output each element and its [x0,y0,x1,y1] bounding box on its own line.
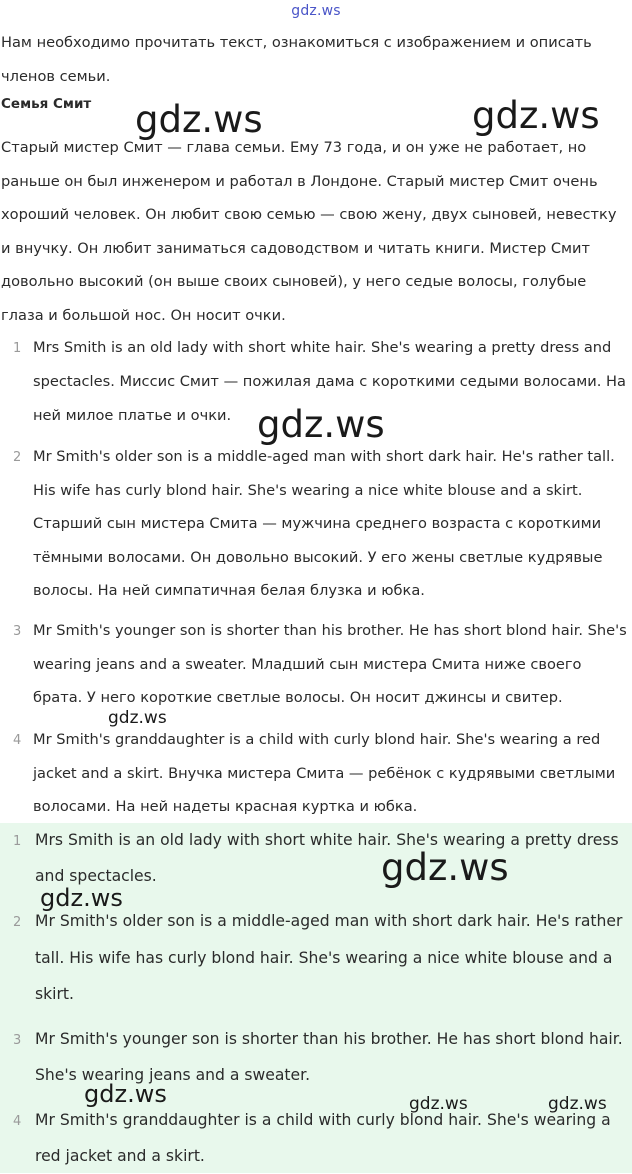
section-heading: Семья Смит [1,96,92,112]
watermark: gdz.ws [409,1094,468,1114]
top-watermark-link[interactable]: gdz.ws [291,3,341,19]
watermark: gdz.ws [40,884,123,912]
watermark: gdz.ws [84,1080,167,1108]
answer-number: 3 [13,1033,22,1048]
answer-number: 1 [13,834,22,849]
item-number: 2 [13,450,22,465]
item-number: 1 [13,341,22,356]
answer-number: 2 [13,915,22,930]
story-text: Старый мистер Смит — глава семьи. Ему 73 года, и он уже не работает, но раньше он был инженером и работал в Лондоне. Старый мистер Смит очень хороший человек. Он любит свою семью — свою жену, двух сыновей, невестку и внучку. Он любит заниматься садоводством и читать книги. Мистер Смит довольно высокий (он выше своих сыновей), у него седые волосы, голубые глаза и большой нос. Он носит очки. [1,139,617,324]
intro-text: Нам необходимо прочитать текст, ознакомиться с изображением и описать членов семьи. [1,34,592,85]
item-text: Mr Smith's granddaughter is a child with curly blond hair. She's wearing a red jacket and a skirt. Внучка мистера Смита — ребёнок с кудрявыми светлыми волосами. На ней надеты красная куртка и юбка. [33,731,616,815]
answer-text: Mrs Smith is an old lady with short white hair. She's wearing a pretty dress and spectacles. [35,831,619,885]
item-text: Mr Smith's older son is a middle-aged man with short dark hair. He's rather tall. His wife has curly blond hair. She's wearing a nice white blouse and a skirt. Старший сын мистера Смита — мужчина среднего возраста с короткими тёмными волосами. Он довольно высокий. У его жены светлые кудрявые волосы. На ней симпатичная белая блузка и юбка. [33,448,615,599]
answer-text: Mr Smith's older son is a middle-aged man with short dark hair. He's rather tall. His wife has curly blond hair. She's wearing a nice white blouse and a skirt. [35,912,623,1003]
watermark: gdz.ws [108,708,167,728]
item-text: Mr Smith's younger son is shorter than his brother. He has short blond hair. She's wearing jeans and a sweater. Младший сын мистера Смита ниже своего брата. У него короткие светлые волосы. Он носит джинсы и свитер. [33,622,627,706]
watermark: gdz.ws [257,403,385,446]
watermark: gdz.ws [381,846,509,889]
answer-number: 4 [13,1114,22,1129]
item-number: 3 [13,624,22,639]
answer-text: Mr Smith's granddaughter is a child with curly blond hair. She's wearing a red jacket and a skirt. [35,1111,611,1165]
item-number: 4 [13,733,22,748]
watermark: gdz.ws [135,98,263,141]
watermark: gdz.ws [472,94,600,137]
item-text: Mrs Smith is an old lady with short white hair. She's wearing a pretty dress and spectacles. Миссис Смит — пожилая дама с короткими седыми волосами. На ней милое платье и очки. [33,339,626,424]
answer-text: Mr Smith's younger son is shorter than his brother. He has short blond hair. She's wearing jeans and a sweater. [35,1030,623,1084]
watermark: gdz.ws [548,1094,607,1114]
